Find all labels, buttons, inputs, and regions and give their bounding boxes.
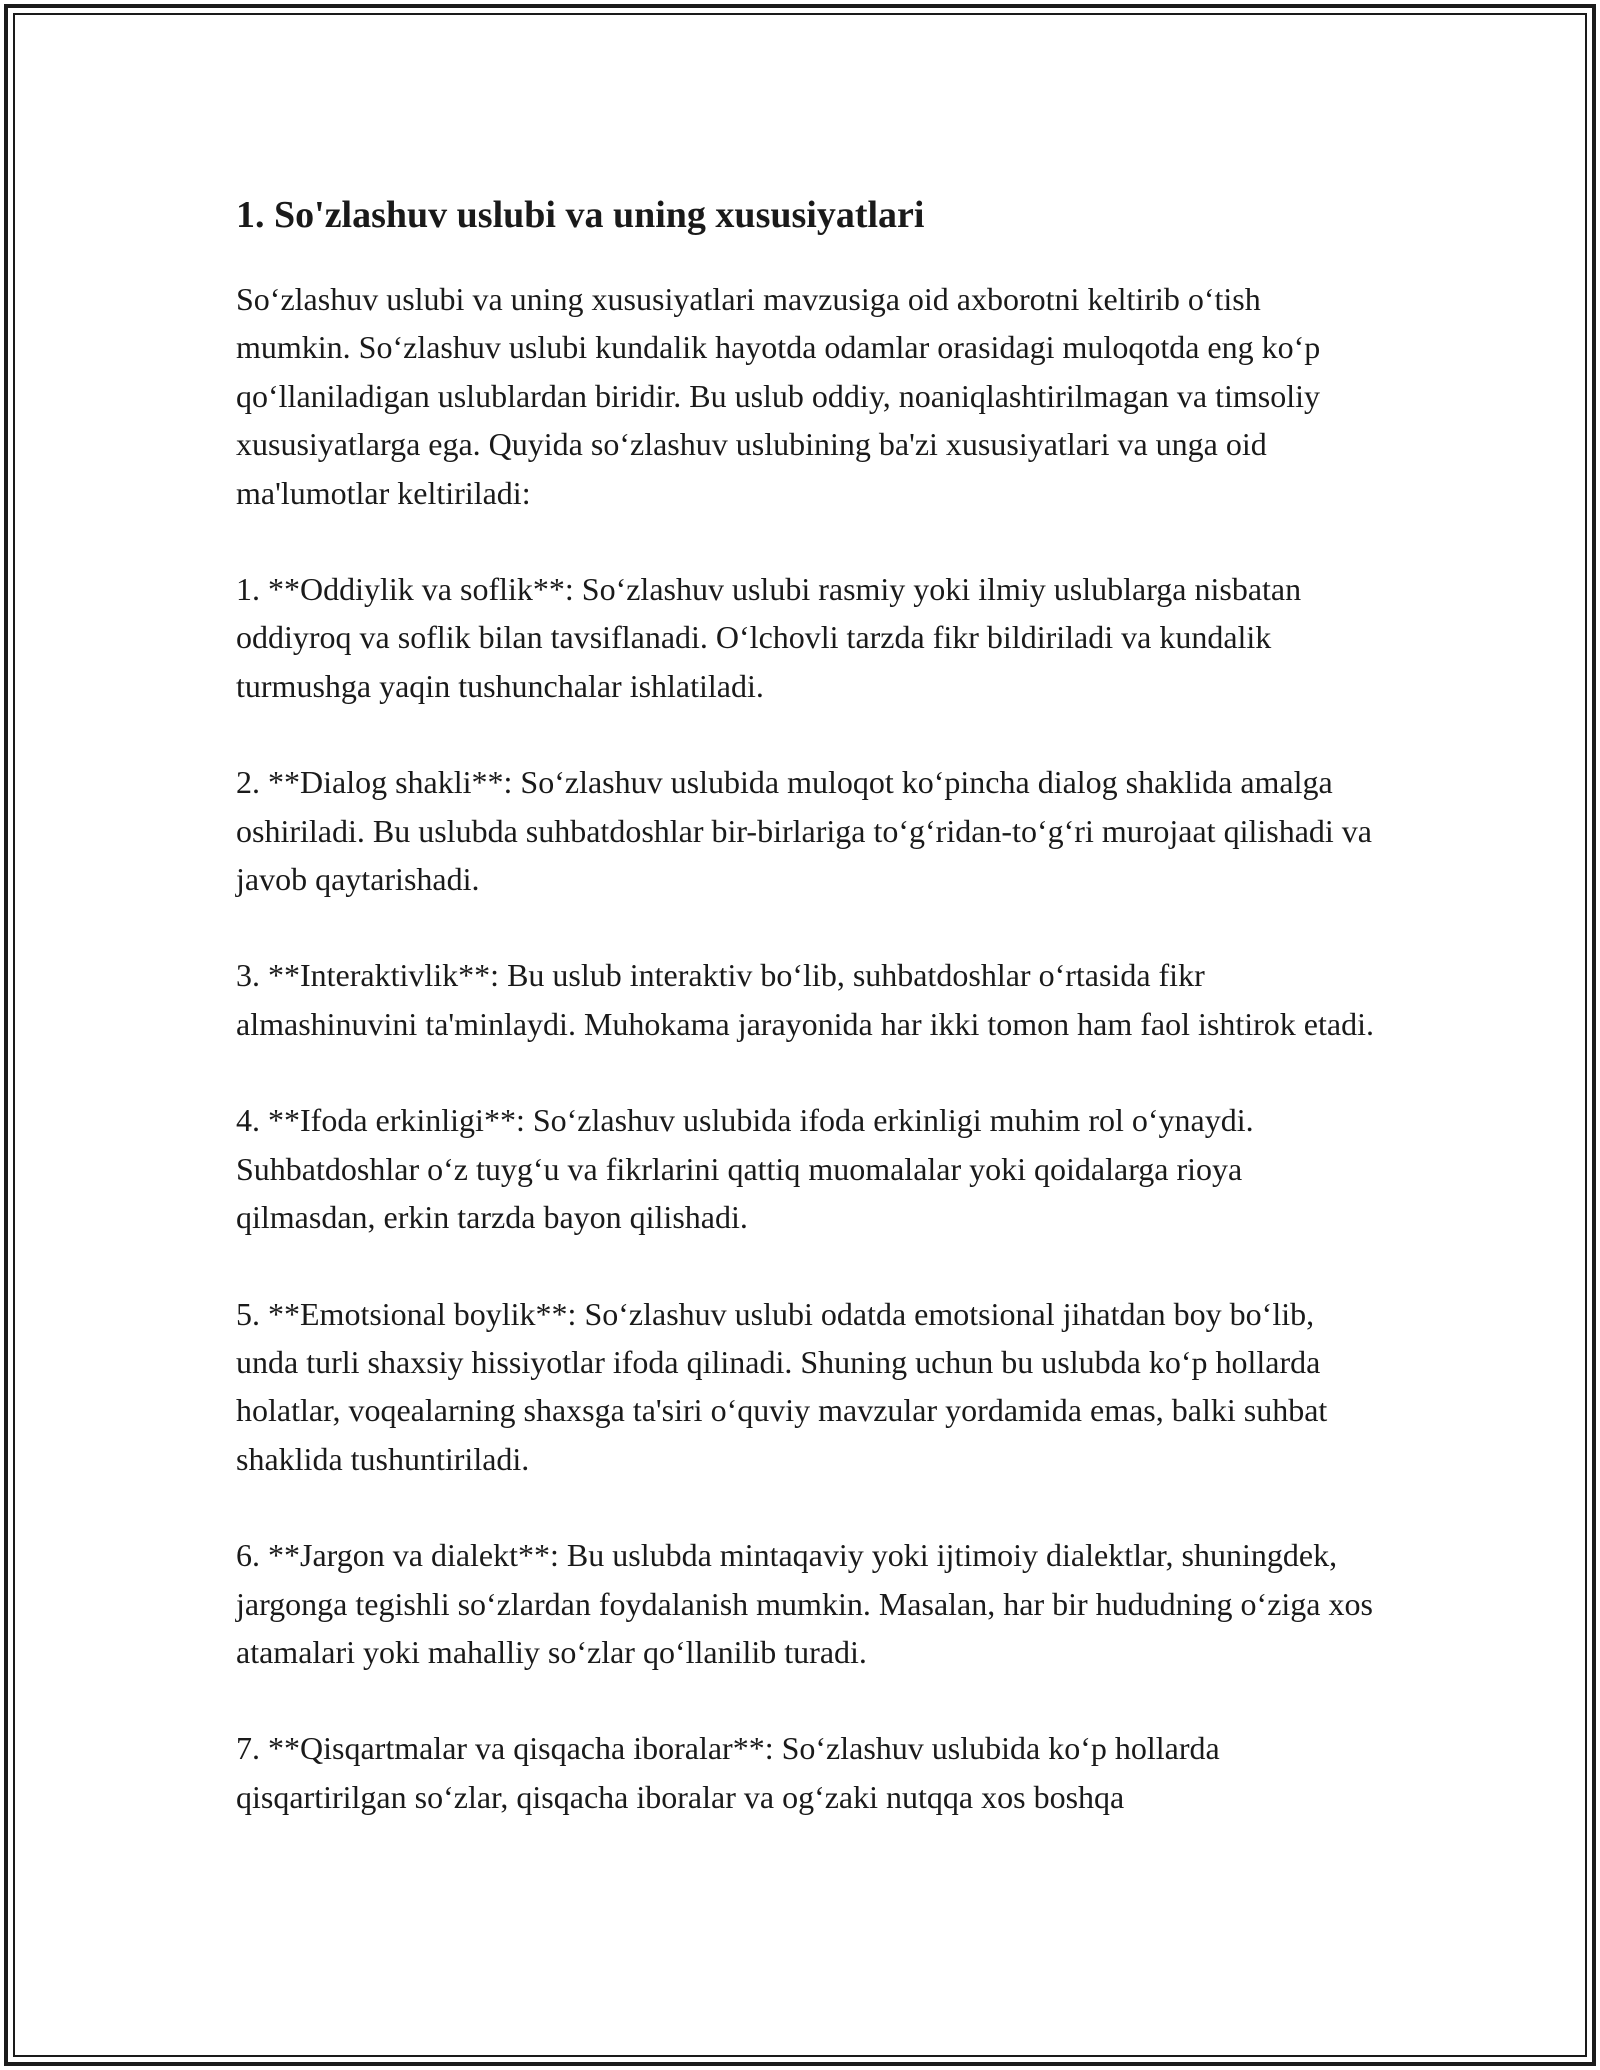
list-item-interaktivlik: 3. **Interaktivlik**: Bu uslub interaktiv bo‘lib, suhbatdoshlar o‘rtasida fikr almashinuvini ta'minlaydi. Muhokama jarayonida har ikki tomon ham faol ishtirok etadi. xyxy=(236,957,1374,1042)
list-item-emotsional-boylik: 5. **Emotsional boylik**: So‘zlashuv uslubi odatda emotsional jihatdan boy bo‘lib, unda turli shaxsiy hissiyotlar ifoda qilinadi. Shuning uchun bu uslubda ko‘p hollarda holatlar, voqealarning shaxsga ta'siri o‘quviy mavzular yordamida emas, balki suhbat shaklida tushuntiriladi. xyxy=(236,1295,1328,1477)
document-title: 1. So'zlashuv uslubi va uning xususiyatlari xyxy=(236,194,925,236)
list-item-jargon-dialekt: 6. **Jargon va dialekt**: Bu uslubda mintaqaviy yoki ijtimoiy dialektlar, shuningdek, jargonga tegishli so‘zlardan foydalanish mumkin. Masalan, har bir hududning o‘ziga xos atamalari yoki mahalliy so‘zlar qo‘llanilib turadi. xyxy=(236,1537,1373,1670)
list-item-qisqartmalar: 7. **Qisqartmalar va qisqacha iboralar**: So‘zlashuv uslubida ko‘p hollarda qisqartirilgan so‘zlar, qisqacha iboralar va og‘zaki nutqqa xos boshqa xyxy=(236,1730,1220,1815)
list-item-dialog-shakli: 2. **Dialog shakli**: So‘zlashuv uslubida muloqot ko‘pincha dialog shaklida amalga oshiriladi. Bu uslubda suhbatdoshlar bir-birlariga to‘g‘ridan-to‘g‘ri murojaat qilishadi va javob qaytarishadi. xyxy=(236,764,1372,898)
list-item-oddiylik: 1. **Oddiylik va soflik**: So‘zlashuv uslubi rasmiy yoki ilmiy uslublarga nisbatan oddiyroq va soflik bilan tavsiflanadi. O‘lchovli tarzda fikr bildiriladi va kundalik turmushga yaqin tushunchalar ishlatiladi. xyxy=(236,571,1302,704)
document-body xyxy=(236,183,1376,1869)
intro-paragraph: So‘zlashuv uslubi va uning xususiyatlari mavzusiga oid axborotni keltirib o‘tish mumkin. So‘zlashuv uslubi kundalik hayotda odamlar orasidagi muloqotda eng ko‘p qo‘llaniladigan uslublardan biridir. Bu uslub oddiy, noaniqlashtirilmagan va timsoliy xususiyatlarga ega. Quyida so‘zlashuv uslubining ba'zi xususiyatlari va unga oid ma'lumotlar keltiriladi: xyxy=(236,281,1321,511)
list-item-ifoda-erkinligi: 4. **Ifoda erkinligi**: So‘zlashuv uslubida ifoda erkinligi muhim rol o‘ynaydi. Suhbatdoshlar o‘z tuyg‘u va fikrlarini qattiq muomalalar yoki qoidalarga rioya qilmasdan, erkin tarzda bayon qilishadi. xyxy=(236,1102,1254,1236)
